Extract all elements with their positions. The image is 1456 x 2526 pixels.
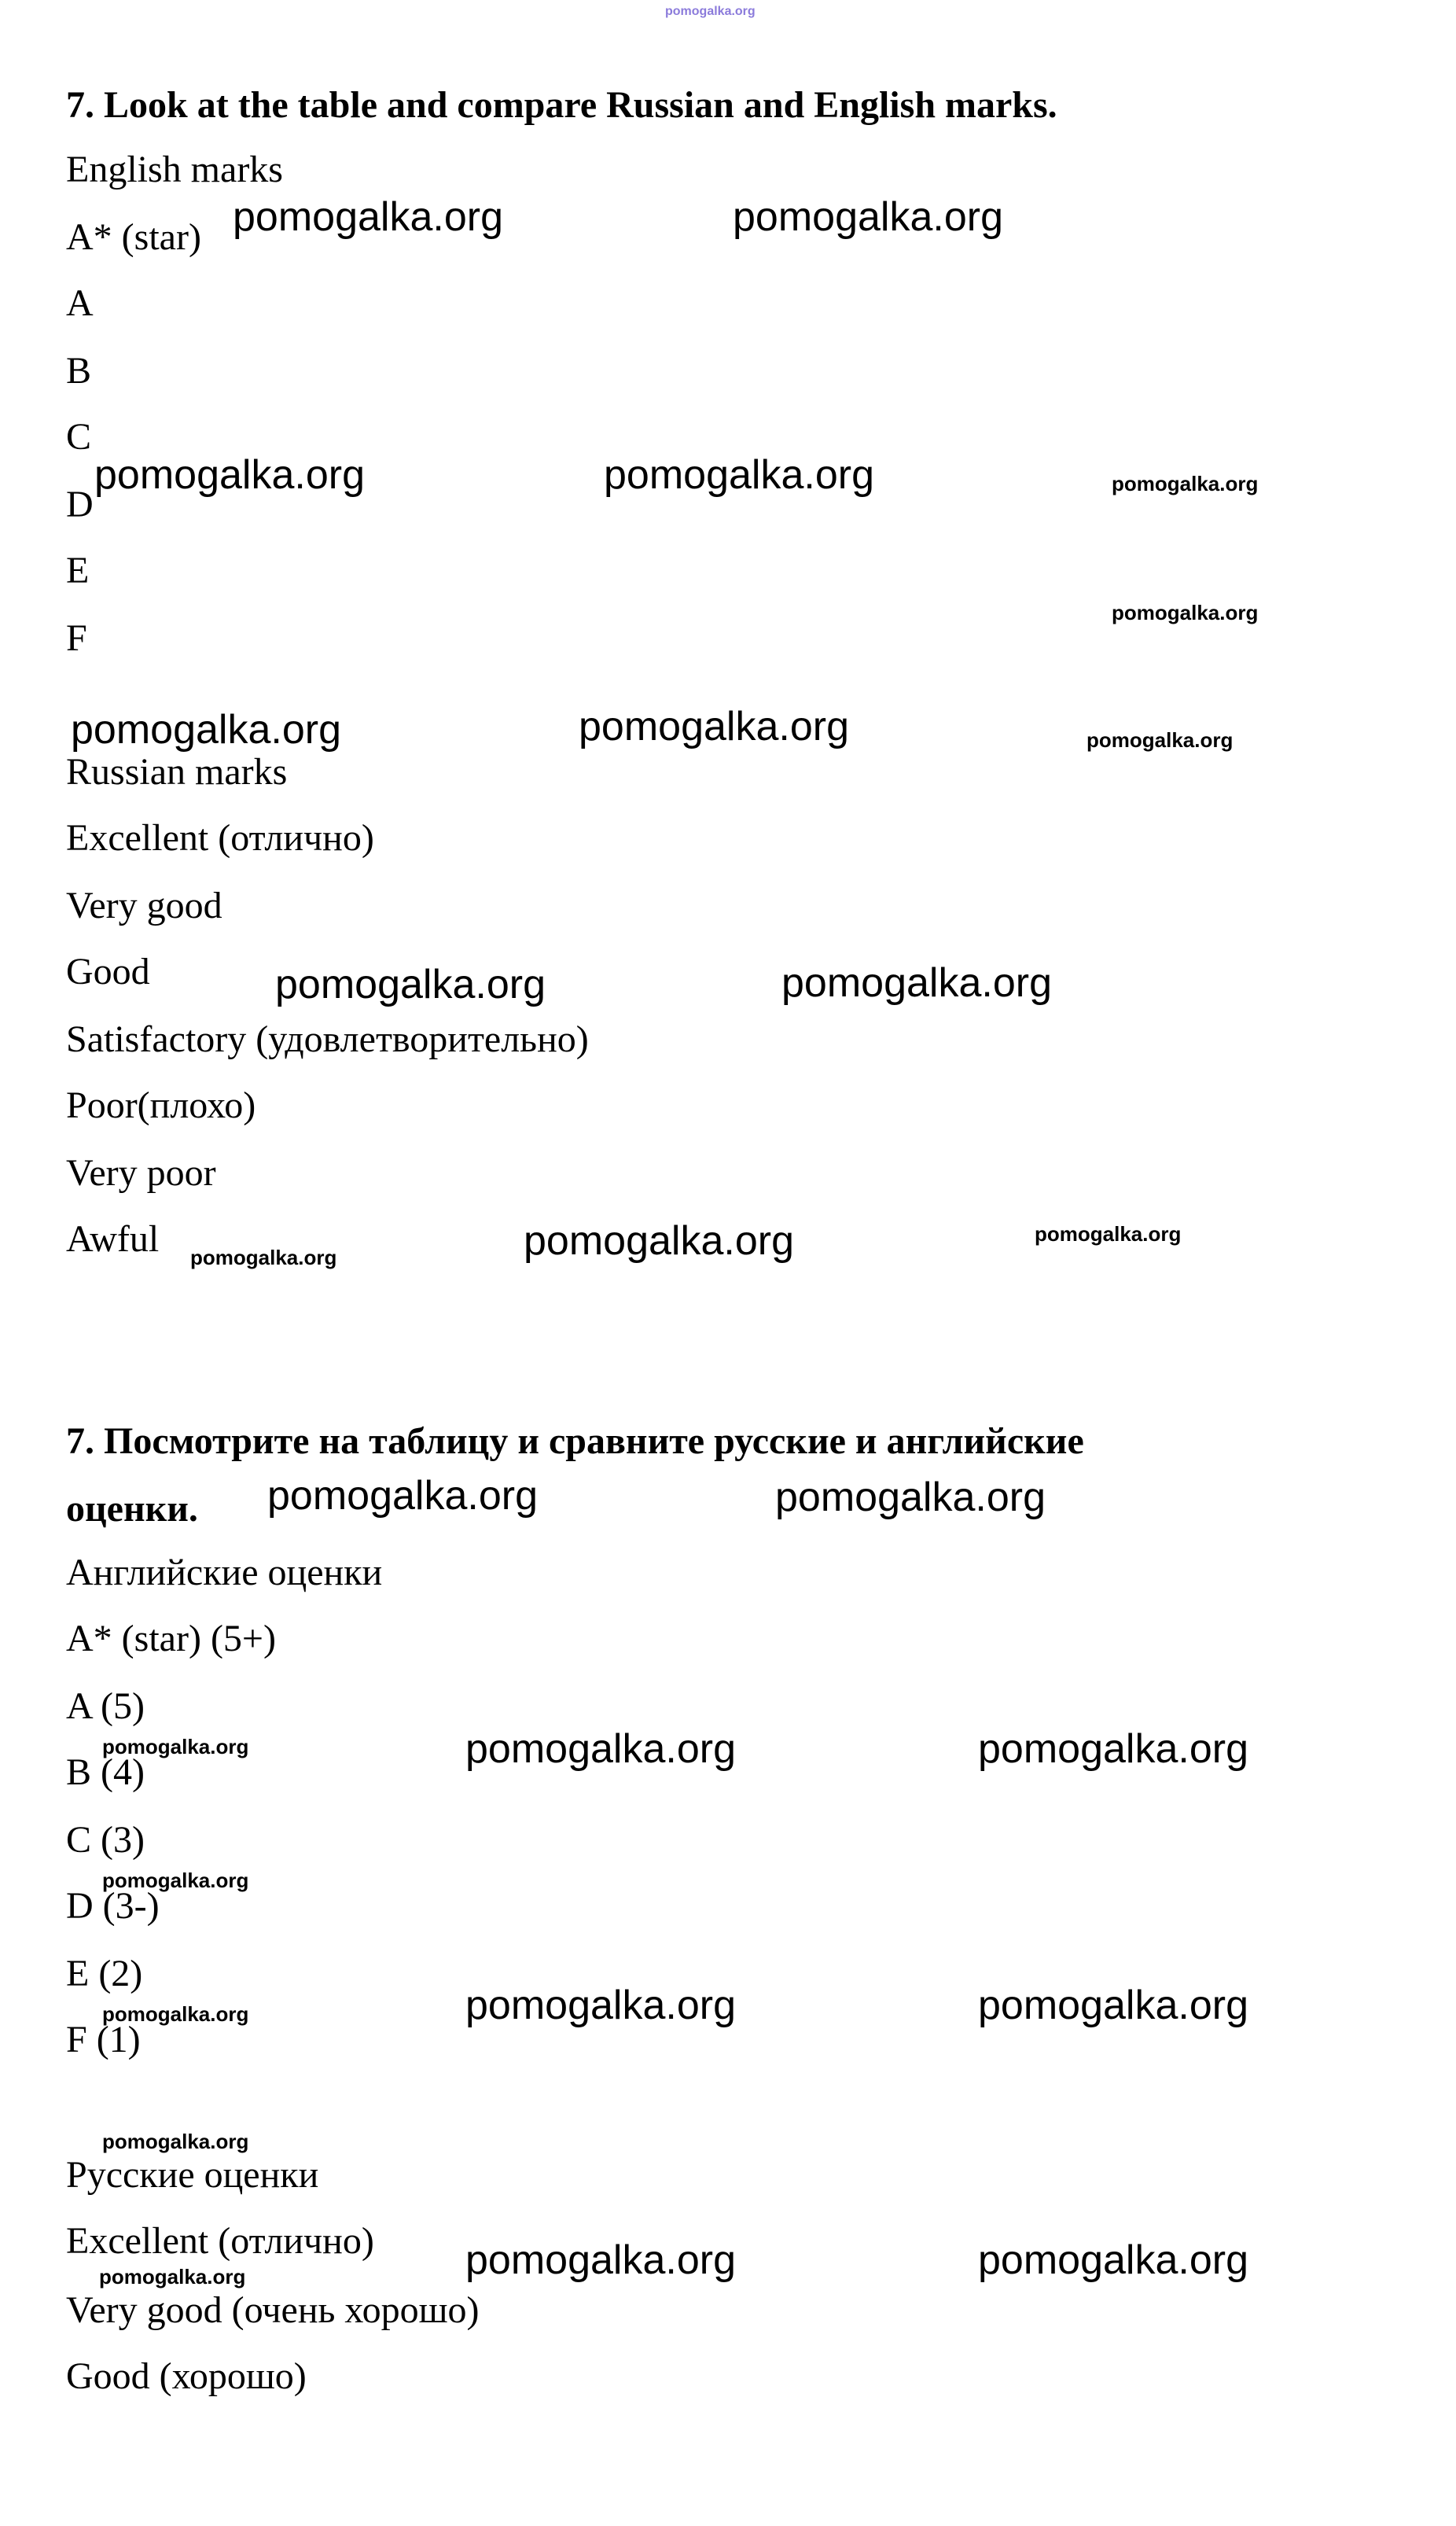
english-mark: C (3): [66, 1819, 145, 1861]
russian-marks-header: Russian marks: [66, 751, 288, 793]
task-title-ru: 7. Посмотрите на таблицу и сравните русские и английские оценки.: [66, 1420, 1084, 1530]
english-mark: A: [66, 282, 94, 324]
russian-mark: Awful: [66, 1218, 160, 1260]
english-mark: A (5): [66, 1685, 145, 1727]
english-mark: B (4): [66, 1751, 145, 1793]
watermark: pomogalka.org: [233, 194, 503, 240]
russian-mark: Very poor: [66, 1152, 216, 1194]
watermark: pomogalka.org: [190, 1246, 337, 1269]
watermark: pomogalka.org: [102, 1735, 249, 1758]
watermark: pomogalka.org: [604, 452, 874, 498]
english-mark: A* (star) (5+): [66, 1618, 276, 1659]
english-mark: E (2): [66, 1953, 143, 1994]
watermark: pomogalka.org: [102, 2130, 249, 2153]
russian-mark: Good: [66, 951, 150, 992]
watermark: pomogalka.org: [1112, 601, 1259, 624]
watermark: pomogalka.org: [978, 2237, 1248, 2283]
english-mark: F: [66, 617, 87, 659]
watermark: pomogalka.org: [99, 2265, 246, 2288]
russian-marks-header-ru: Русские оценки: [66, 2154, 319, 2196]
english-mark: A* (star): [66, 216, 201, 258]
russian-mark: Very good: [66, 885, 222, 926]
watermark: pomogalka.org: [94, 452, 365, 498]
english-marks-header-ru: Английские оценки: [66, 1552, 383, 1593]
watermark: pomogalka.org: [781, 960, 1052, 1006]
watermark: pomogalka.org: [102, 2002, 249, 2026]
english-mark: D: [66, 484, 94, 525]
watermark: pomogalka.org: [775, 1475, 1046, 1520]
watermark: pomogalka.org: [465, 1983, 736, 2028]
watermark: pomogalka.org: [524, 1218, 794, 1264]
watermark: pomogalka.org: [1086, 728, 1234, 752]
watermark: pomogalka.org: [465, 1726, 736, 1772]
watermark: pomogalka.org: [1035, 1222, 1182, 1246]
russian-mark: Very good (очень хорошо): [66, 2289, 480, 2331]
english-mark: B: [66, 350, 92, 392]
russian-mark: Excellent (отлично): [66, 817, 374, 859]
watermark: pomogalka.org: [267, 1473, 538, 1519]
english-mark: D (3-): [66, 1885, 160, 1927]
watermark: pomogalka.org: [978, 1983, 1248, 2028]
watermark: pomogalka.org: [1112, 472, 1259, 495]
english-mark: F (1): [66, 2019, 141, 2060]
watermark: pomogalka.org: [579, 704, 849, 749]
russian-mark: Good (хорошо): [66, 2355, 307, 2397]
russian-mark: Excellent (отлично): [66, 2220, 374, 2262]
task-title-en: 7. Look at the table and compare Russian and English marks.: [66, 84, 1057, 126]
english-mark: E: [66, 550, 90, 591]
russian-mark: Satisfactory (удовлетворительно): [66, 1018, 589, 1060]
english-mark: C: [66, 416, 92, 458]
watermark-top: pomogalka.org: [665, 5, 756, 18]
watermark: pomogalka.org: [978, 1726, 1248, 1772]
english-marks-header: English marks: [66, 149, 283, 190]
watermark: pomogalka.org: [275, 962, 546, 1007]
watermark: pomogalka.org: [465, 2237, 736, 2283]
watermark: pomogalka.org: [733, 194, 1003, 240]
watermark: pomogalka.org: [102, 1869, 249, 1892]
watermark: pomogalka.org: [71, 707, 341, 753]
russian-mark: Poor(плохо): [66, 1084, 256, 1126]
